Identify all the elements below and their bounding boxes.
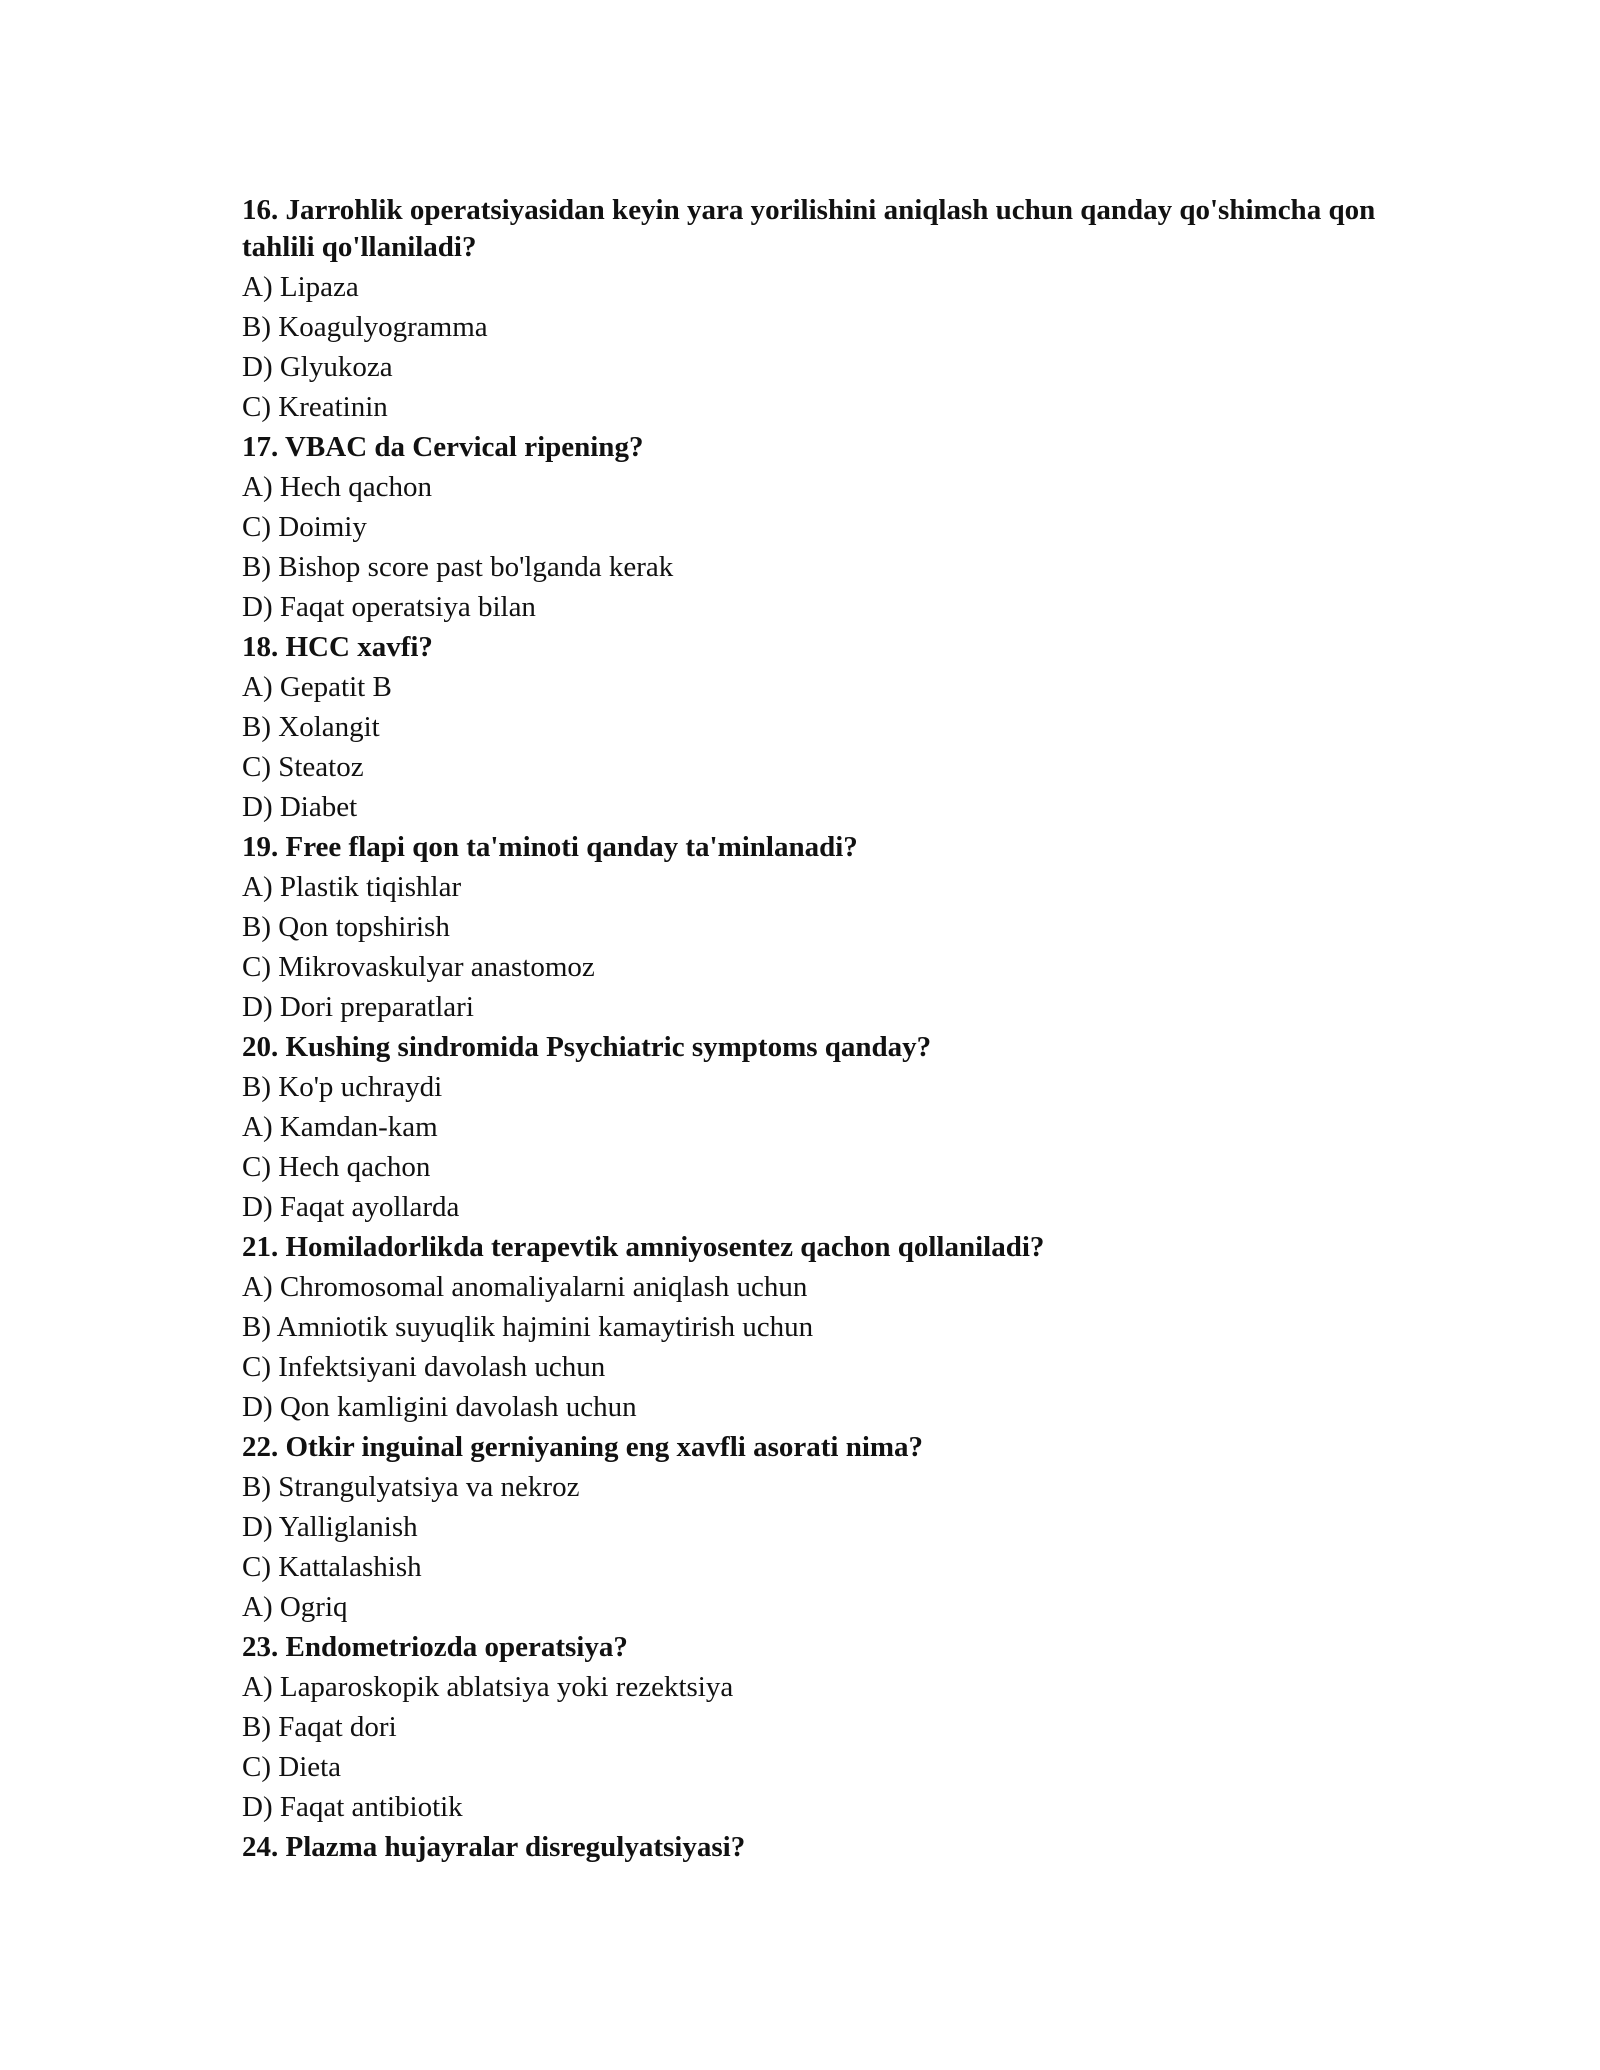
- question-text: 23. Endometriozda operatsiya?: [242, 1631, 628, 1663]
- answer-option: D) Glyukoza: [242, 351, 393, 383]
- document-page: [242, 190, 1442, 1867]
- question-text: 24. Plazma hujayralar disregulyatsiyasi?: [242, 1831, 746, 1863]
- question-text: 17. VBAC da Cervical ripening?: [242, 431, 644, 463]
- question-block: [242, 1627, 1442, 1827]
- answer-option: C) Mikrovaskulyar anastomoz: [242, 951, 595, 983]
- question-text: 22. Otkir inguinal gerniyaning eng xavfli asorati nima?: [242, 1431, 924, 1463]
- answer-option: D) Qon kamligini davolash uchun: [242, 1391, 637, 1423]
- answer-option: D) Faqat antibiotik: [242, 1791, 463, 1823]
- question-text: 20. Kushing sindromida Psychiatric symptoms qanday?: [242, 1031, 932, 1063]
- question-block: [242, 1427, 1442, 1627]
- answer-option: B) Qon topshirish: [242, 911, 450, 943]
- question-block: [242, 1227, 1442, 1427]
- question-text: 21. Homiladorlikda terapevtik amniyosentez qachon qollaniladi?: [242, 1231, 1045, 1263]
- answer-option: A) Kamdan-kam: [242, 1111, 438, 1143]
- question-block: [242, 627, 1442, 827]
- answer-option: B) Ko'p uchraydi: [242, 1071, 443, 1103]
- question-block: [242, 427, 1442, 627]
- answer-option: D) Dori preparatlari: [242, 991, 474, 1023]
- answer-option: C) Steatoz: [242, 751, 364, 783]
- answer-option: C) Kreatinin: [242, 391, 388, 423]
- answer-option: A) Gepatit B: [242, 671, 392, 703]
- answer-option: D) Yalliglanish: [242, 1511, 418, 1543]
- question-block: [242, 827, 1442, 1027]
- answer-option: B) Xolangit: [242, 711, 380, 743]
- answer-option: B) Strangulyatsiya va nekroz: [242, 1471, 580, 1503]
- question-text: 18. HCC xavfi?: [242, 631, 433, 663]
- question-text: 16. Jarrohlik operatsiyasidan keyin yara yorilishini aniqlash uchun qanday qo'shimcha qon tahlili qo'llaniladi?: [242, 194, 1376, 263]
- answer-option: C) Hech qachon: [242, 1151, 431, 1183]
- answer-option: A) Ogriq: [242, 1591, 348, 1623]
- answer-option: A) Chromosomal anomaliyalarni aniqlash uchun: [242, 1271, 808, 1303]
- answer-option: C) Kattalashish: [242, 1551, 422, 1583]
- answer-option: D) Faqat ayollarda: [242, 1191, 460, 1223]
- answer-option: A) Hech qachon: [242, 471, 433, 503]
- answer-option: C) Infektsiyani davolash uchun: [242, 1351, 606, 1383]
- question-block: [242, 1827, 1442, 1867]
- question-block: [242, 1027, 1442, 1227]
- answer-option: D) Faqat operatsiya bilan: [242, 591, 536, 623]
- answer-option: B) Koagulyogramma: [242, 311, 488, 343]
- answer-option: B) Faqat dori: [242, 1711, 397, 1743]
- answer-option: C) Doimiy: [242, 511, 367, 543]
- answer-option: B) Amniotik suyuqlik hajmini kamaytirish uchun: [242, 1311, 814, 1343]
- answer-option: A) Plastik tiqishlar: [242, 871, 462, 903]
- answer-option: C) Dieta: [242, 1751, 342, 1783]
- answer-option: A) Laparoskopik ablatsiya yoki rezektsiya: [242, 1671, 734, 1703]
- answer-option: A) Lipaza: [242, 271, 359, 303]
- question-block: [242, 190, 1442, 427]
- answer-option: D) Diabet: [242, 791, 358, 823]
- question-text: 19. Free flapi qon ta'minoti qanday ta'minlanadi?: [242, 831, 858, 863]
- answer-option: B) Bishop score past bo'lganda kerak: [242, 551, 674, 583]
